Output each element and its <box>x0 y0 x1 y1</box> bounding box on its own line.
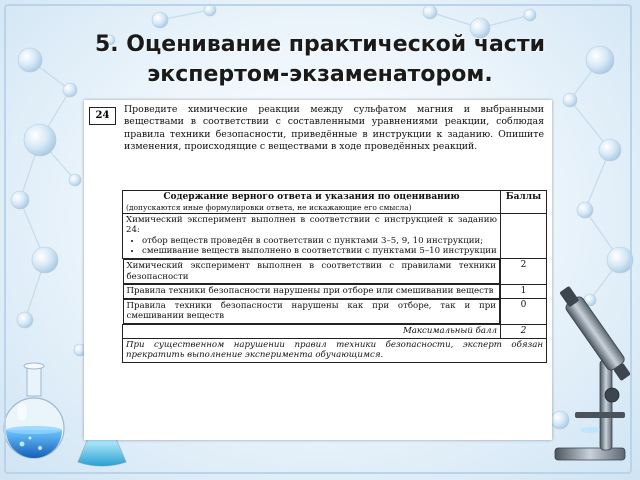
max-score-label: Максимальный балл <box>402 325 497 336</box>
criteria-item: • смешивание веществ выполнено в соответствии с пунктами 5–10 инструкции <box>142 246 497 257</box>
criteria-cell <box>123 213 501 258</box>
header-content-cell <box>123 191 501 214</box>
table-header-row <box>123 191 547 214</box>
criteria-cell: Правила техники безопасности нарушены как при отборе, так и при смешивании веществ <box>123 299 501 324</box>
criteria-cell: Химический эксперимент выполнен в соответствии с правилами техники безопасности <box>123 259 501 284</box>
score-cell: 2 <box>501 258 547 284</box>
slide-title <box>60 30 580 90</box>
score-cell: 0 <box>501 299 547 325</box>
note-cell <box>123 338 547 362</box>
criteria-cell: Правила техники безопасности нарушены при отборе или смешивании веществ <box>123 284 501 299</box>
header-content: Содержание верного ответа и указания по оцениванию <box>163 192 460 202</box>
table-row <box>123 284 547 299</box>
table-row <box>123 299 547 325</box>
criteria-item: • отбор веществ проведён в соответствии с пунктами 3–5, 9, 10 инструкции; <box>142 236 497 247</box>
table-row <box>123 258 547 284</box>
max-score-row <box>123 324 547 338</box>
slide-title-line-2: экспертом-экзаменатором. <box>147 62 493 87</box>
criteria-list <box>126 236 497 257</box>
max-score-value: 2 <box>501 324 547 338</box>
score-cell <box>501 213 547 258</box>
criteria-intro: Химический эксперимент выполнен в соответствии с инструкцией к заданию 24: <box>126 214 497 236</box>
task-number: 24 <box>89 107 116 125</box>
table-row <box>123 213 547 258</box>
safety-note: При существенном нарушении правил техники безопасности, эксперт обязан прекратить выполнение эксперимента обучающимся. <box>126 339 543 361</box>
header-note: (допускаются иные формулировки ответа, не искажающие его смысла) <box>126 202 412 212</box>
document-scan <box>84 100 552 440</box>
header-score: Баллы <box>501 191 547 214</box>
grading-table <box>122 190 547 363</box>
max-score-label-cell <box>123 324 501 338</box>
slide-title-line-1: 5. Оценивание практической части <box>94 32 546 57</box>
note-row <box>123 338 547 362</box>
task-text: Проведите химические реакции между сульфатом магния и выбранными веществами в соответствии с составленными уравнениями реакции, соблюдая правила техники безопасности, приведённые в инструкции к заданию. Опишите изменения, происходящие с веществами в ходе проведённых реакций. <box>124 104 544 152</box>
score-cell: 1 <box>501 284 547 299</box>
